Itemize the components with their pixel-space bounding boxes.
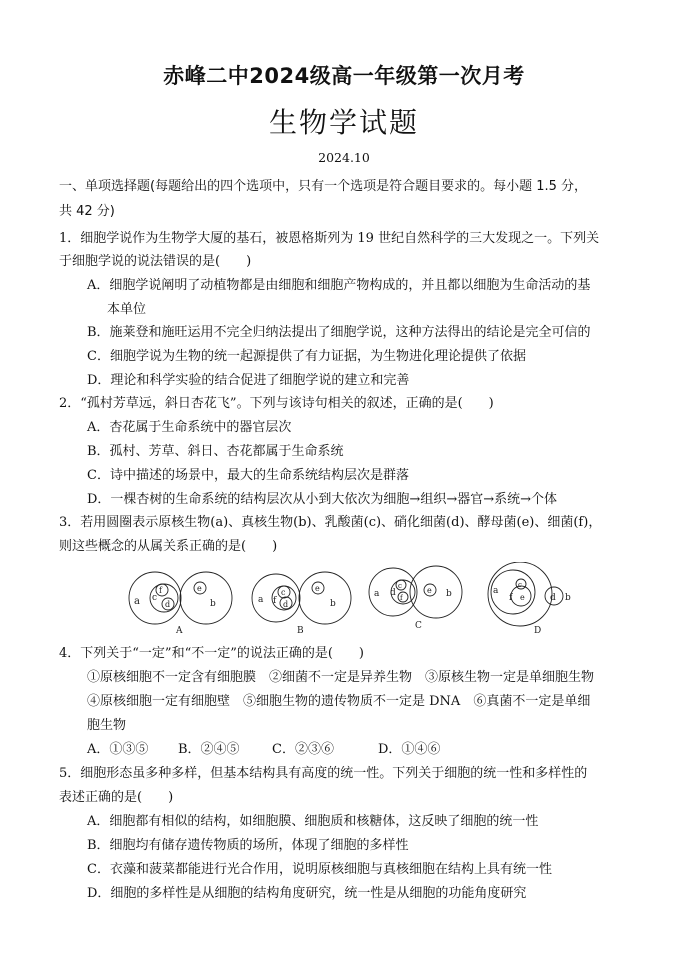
- label-a: a: [493, 586, 499, 596]
- label-f: f: [400, 594, 403, 602]
- label-d: d: [550, 593, 556, 603]
- q1-option-c: C．细胞学说为生物的统一起源提供了有力证据，为生物进化理论提供了依据: [87, 349, 526, 364]
- q5-option-d: D．细胞的多样性是从细胞的结构角度研究，统一性是从细胞的功能角度研究: [87, 886, 527, 901]
- q4-statement-line-3: 胞生物: [87, 718, 127, 733]
- venn-diagram-c: [369, 566, 462, 631]
- label-a: a: [134, 596, 140, 607]
- label-a: a: [374, 589, 380, 599]
- section-heading: 一、单项选择题(每题给出的四个选项中，只有一个选项是符合题目要求的。每小题 1.5 分，: [59, 179, 588, 194]
- q1-stem: 1．细胞学说作为生物学大厦的基石，被恩格斯列为 19 世纪自然科学的三大发现之一。下列关: [59, 231, 600, 246]
- label-b: b: [330, 599, 336, 609]
- q2-option-a: A．杏花属于生命系统中的器官层次: [87, 420, 292, 435]
- q4-option-d: D．①④⑥: [378, 742, 441, 757]
- q3-venn-figure: [128, 562, 578, 638]
- q2-option-d: D．一棵杏树的生命系统的结构层次从小到大依次为细胞→组织→器官→系统→个体: [87, 492, 557, 507]
- label-e: e: [315, 584, 320, 593]
- diagram-label-d: D: [534, 626, 542, 636]
- q1-stem-cont: 于细胞学说的说法错误的是( ): [59, 254, 252, 269]
- q1-option-d: D．理论和科学实验的结合促进了细胞学说的建立和完善: [87, 373, 410, 388]
- q2-option-b: B．孤村、芳草、斜日、杏花都属于生命系统: [87, 444, 344, 459]
- section-heading-cont: 共 42 分): [59, 204, 115, 219]
- label-b: b: [565, 593, 571, 603]
- q3-stem-cont: 则这些概念的从属关系正确的是( ): [59, 539, 278, 554]
- q3-stem: 3．若用圆圈表示原核生物(a)、真核生物(b)、乳酸菌(c)、硝化细菌(d)、酵母菌(e)、细菌(f)，: [59, 515, 602, 530]
- label-a: a: [258, 595, 264, 605]
- q1-option-a: A．细胞学说阐明了动植物都是由细胞和细胞产物构成的，并且都以细胞为生命活动的基: [87, 278, 591, 293]
- label-d: d: [283, 600, 289, 609]
- label-e: e: [427, 586, 432, 595]
- q1-option-b: B．施莱登和施旺运用不完全归纳法提出了细胞学说，这种方法得出的结论是完全可信的: [87, 325, 591, 340]
- q4-option-a: A．①③⑤: [87, 742, 149, 757]
- label-e: e: [520, 593, 525, 602]
- label-c: c: [518, 581, 522, 589]
- diagram-label-c: C: [415, 621, 422, 631]
- q2-option-c: C．诗中描述的场景中，最大的生命系统结构层次是群落: [87, 468, 409, 483]
- label-c: c: [281, 588, 286, 597]
- label-f: f: [273, 596, 277, 606]
- label-d: d: [390, 588, 396, 598]
- q5-option-c: C．衣藻和菠菜都能进行光合作用，说明原核细胞与真核细胞在结构上具有统一性: [87, 862, 552, 877]
- label-d: d: [165, 600, 171, 609]
- q4-statement-line-1: ①原核细胞不一定含有细胞膜 ②细菌不一定是异养生物 ③原核生物一定是单细胞生物: [87, 670, 595, 685]
- venn-diagram-b: [252, 572, 351, 636]
- venn-diagram-a: [129, 572, 232, 636]
- q2-stem: 2．“孤村芳草远，斜日杏花飞”。下列与该诗句相关的叙述，正确的是( ): [59, 396, 494, 411]
- q5-stem: 5．细胞形态虽多种多样，但基本结构具有高度的统一性。下列关于细胞的统一性和多样性的: [59, 766, 588, 781]
- exam-date: 2024.10: [318, 150, 370, 165]
- label-e: e: [197, 584, 202, 593]
- q5-option-a: A．细胞都有相似的结构，如细胞膜、细胞质和核糖体，这反映了细胞的统一性: [87, 814, 539, 829]
- q4-option-c: C．②③⑥: [272, 742, 334, 757]
- label-f: f: [509, 593, 513, 603]
- q5-stem-cont: 表述正确的是( ): [59, 790, 174, 805]
- q1-option-a-cont: 本单位: [107, 302, 147, 317]
- label-b: b: [446, 589, 452, 599]
- venn-diagram-d: [488, 562, 571, 636]
- q4-option-b: B．②④⑤: [178, 742, 240, 757]
- label-b: b: [210, 599, 216, 609]
- q4-statement-line-2: ④原核细胞一定有细胞壁 ⑤细胞生物的遗传物质不一定是 DNA ⑥真菌不一定是单细: [87, 694, 591, 709]
- q5-option-b: B．细胞均有储存遗传物质的场所，体现了细胞的多样性: [87, 838, 409, 853]
- diagram-label-a: A: [176, 626, 183, 636]
- q4-stem: 4．下列关于“一定”和“不一定”的说法正确的是( ): [59, 646, 364, 661]
- label-f: f: [159, 586, 162, 595]
- label-c: c: [152, 593, 158, 603]
- exam-subject-title: 生物学试题: [268, 106, 419, 139]
- exam-school-title: 赤峰二中2024级高一年级第一次月考: [163, 64, 525, 88]
- label-c: c: [398, 582, 402, 590]
- diagram-label-b: B: [297, 626, 304, 636]
